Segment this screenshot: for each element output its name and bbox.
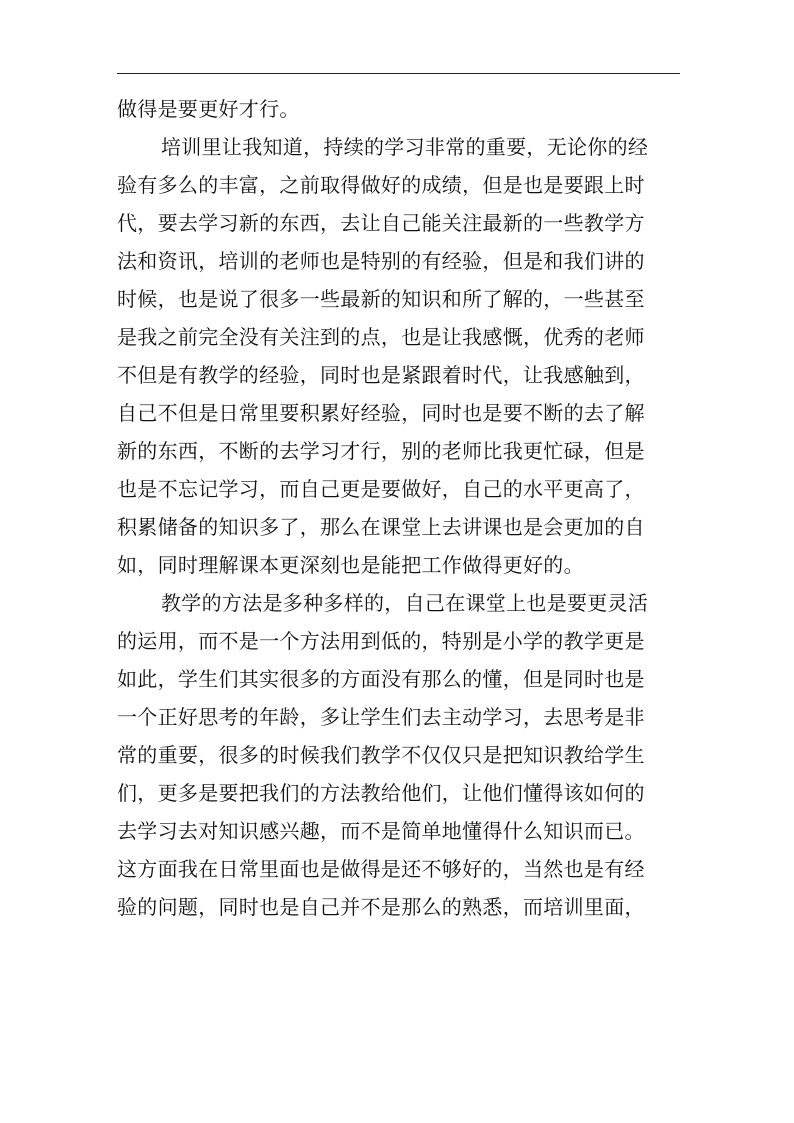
- text-line: 积累储备的知识多了，那么在课堂上去讲课也是会更加的自: [117, 515, 645, 539]
- paragraph-first-line: 培训里让我知道，持续的学习非常的重要，无论你的经: [161, 135, 649, 159]
- text-line: 新的东西，不断的去学习才行，别的老师比我更忙碌，但是: [117, 439, 645, 463]
- text-line: 也是不忘记学习，而自己更是要做好，自己的水平更高了，: [117, 477, 645, 501]
- text-line: 验的问题，同时也是自己并不是那么的熟悉，而培训里面，: [117, 895, 645, 919]
- text-line: 做得是要更好才行。: [117, 97, 300, 121]
- text-line: 法和资讯，培训的老师也是特别的有经验，但是和我们讲的: [117, 249, 645, 273]
- paragraph-first-line: 教学的方法是多种多样的，自己在课堂上也是要更灵活: [161, 591, 649, 615]
- text-line: 们，更多是要把我们的方法教给他们，让他们懂得该如何的: [117, 781, 645, 805]
- text-line: 常的重要，很多的时候我们教学不仅仅只是把知识教给学生: [117, 743, 645, 767]
- header-rule: [117, 73, 680, 74]
- text-line: 验有多么的丰富，之前取得做好的成绩，但是也是要跟上时: [117, 173, 645, 197]
- text-line: 代，要去学习新的东西，去让自己能关注最新的一些教学方: [117, 211, 645, 235]
- text-line: 的运用，而不是一个方法用到低的，特别是小学的教学更是: [117, 629, 645, 653]
- text-line: 去学习去对知识感兴趣，而不是简单地懂得什么知识而已。: [117, 819, 645, 843]
- text-line: 不但是有教学的经验，同时也是紧跟着时代，让我感触到，: [117, 363, 645, 387]
- text-line: 是我之前完全没有关注到的点，也是让我感慨，优秀的老师: [117, 325, 645, 349]
- text-line: 如此，学生们其实很多的方面没有那么的懂，但是同时也是: [117, 667, 645, 691]
- text-line: 时候，也是说了很多一些最新的知识和所了解的，一些甚至: [117, 287, 645, 311]
- text-line: 一个正好思考的年龄，多让学生们去主动学习，去思考是非: [117, 705, 645, 729]
- text-line: 这方面我在日常里面也是做得是还不够好的，当然也是有经: [117, 857, 645, 881]
- text-line: 自己不但是日常里要积累好经验，同时也是要不断的去了解: [117, 401, 645, 425]
- document-body: [117, 90, 680, 926]
- text-line: 如，同时理解课本更深刻也是能把工作做得更好的。: [117, 553, 584, 577]
